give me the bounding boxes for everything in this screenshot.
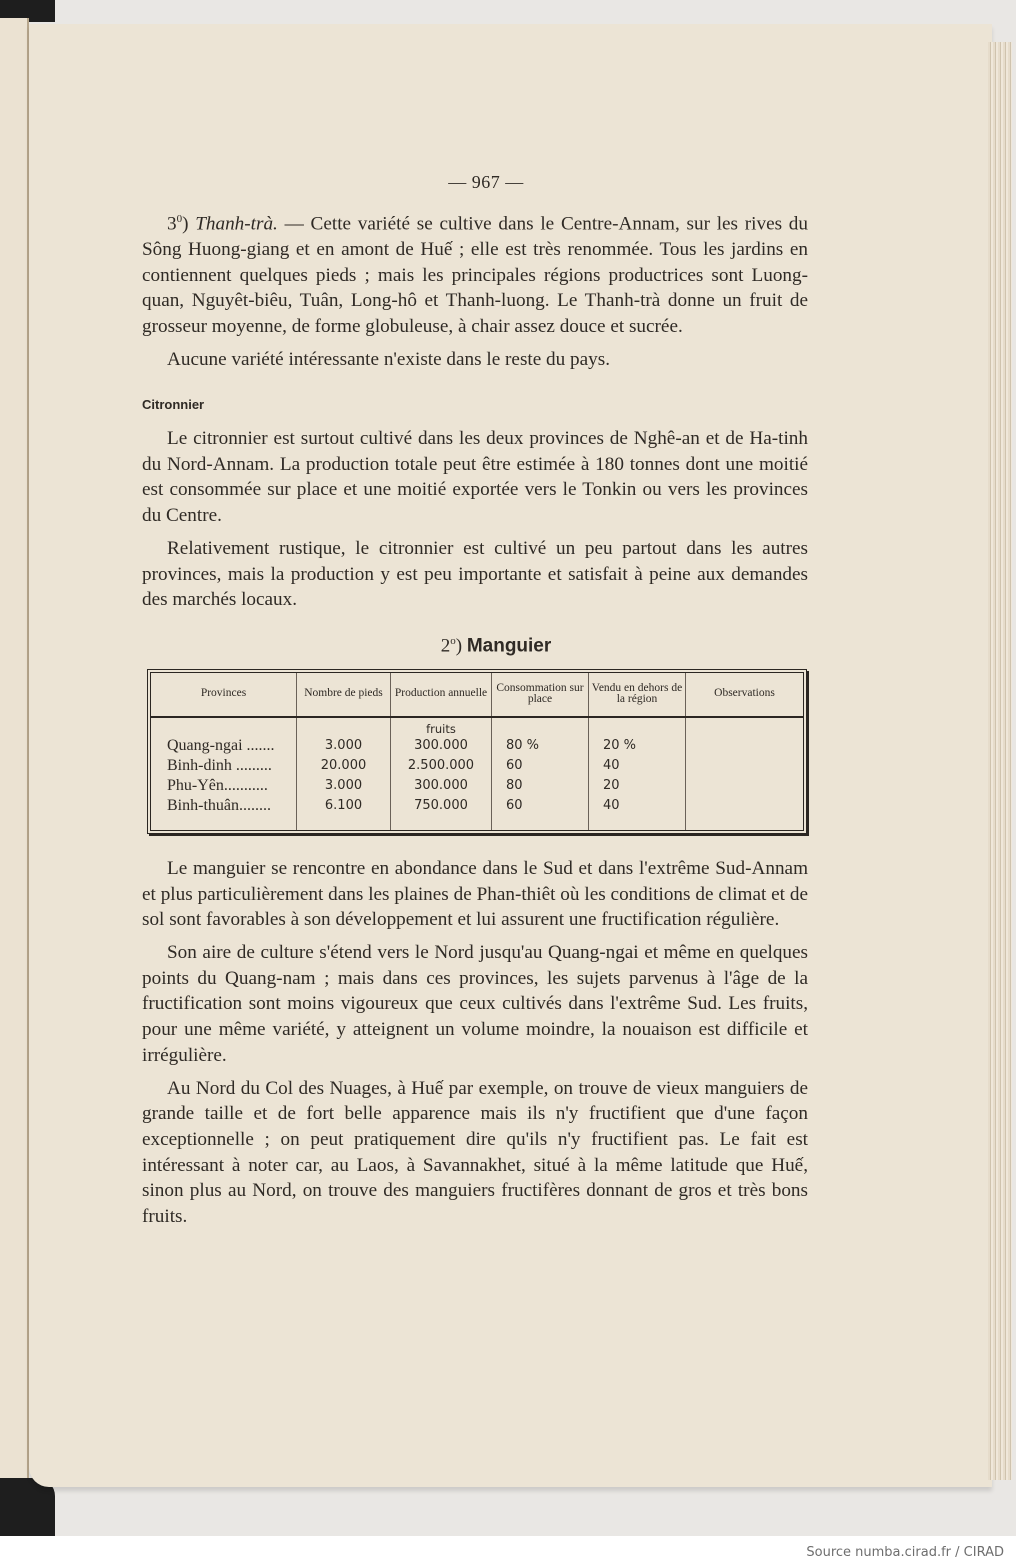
pieds-cell: 20.000	[297, 756, 391, 776]
production-cell: 750.000	[391, 796, 492, 816]
empty-cell	[297, 816, 391, 830]
empty-cell	[686, 717, 804, 736]
observations-cell	[686, 736, 804, 756]
table-row	[151, 776, 803, 796]
citronnier-paragraph: Relativement rustique, le citronnier est cultivé un peu partout dans les autres provinces, mais la production y est peu importante et satisfait à peine aux demandes des marchés locaux.	[142, 537, 808, 611]
item-number-sup: 0	[176, 212, 183, 225]
vendu-cell: 20	[589, 776, 686, 796]
province-cell: Binh-dinh .........	[151, 756, 297, 776]
consommation-cell: 60	[492, 796, 589, 816]
header-provinces: Provinces	[151, 673, 297, 717]
manguier-table-frame	[147, 669, 807, 834]
province-cell: Quang-ngai .......	[151, 736, 297, 756]
production-cell: 300.000	[391, 776, 492, 796]
header-observations: Observations	[686, 673, 804, 717]
observations-cell	[686, 776, 804, 796]
section-number: 2	[440, 635, 451, 657]
production-cell: 300.000	[391, 736, 492, 756]
closing-paragraph: Aucune variété intéressante n'existe dans le reste du pays.	[167, 348, 611, 370]
thanh-tra-text: — Cette variété se cultive dans le Centre-Annam, sur les rives du Sông Huong-giang et en amont de Huế ; elle est très renommée. Tous les jardins en contiennent quelques pieds ; mais les principales régions productrices sont Luong-quan, Nguyêt-biêu, Tuân, Long-hô et Thanh-luong. Le Thanh-trà donne un fruit de grosseur moyenne, de forme globuleuse, à chair assez douce et sucrée.	[142, 213, 808, 337]
manguier-paragraph: Au Nord du Col des Nuages, à Huế par exemple, on trouve de vieux manguiers de grande taille et de fort belle apparence mais ils n'y fructifient que d'une façon exceptionnelle ; on peut pratiquement dire qu'ils n'y fructifient pas. Le fait est intéressant à noter car, au Laos, à Savannakhet, situé à la même latitude que Huế, sinon plus au Nord, on trouve des manguiers fructifères donnant de gros et très bons fruits.	[142, 1077, 808, 1228]
production-cell: 2.500.000	[391, 756, 492, 776]
empty-cell	[151, 816, 297, 830]
province-cell: Phu-Yên...........	[151, 776, 297, 796]
section-title-word: Manguier	[466, 635, 552, 657]
table-row	[151, 756, 803, 776]
source-credit: Source numba.cirad.fr / CIRAD	[806, 1545, 1004, 1560]
consommation-cell: 80 %	[492, 736, 589, 756]
empty-cell	[391, 816, 492, 830]
province-cell: Binh-thuân........	[151, 796, 297, 816]
manguier-paragraph: Son aire de culture s'étend vers le Nord jusqu'au Quang-ngai et même en quelques points du Quang-nam ; mais dans ces provinces, les sujets parvenus à l'âge de la fructification sont moins vigoureux que ceux cultivés dans l'extrême Sud. Les fruits, pour une même variété, y atteignent un volume moindre, la nouaison est difficile et irrégulière.	[142, 942, 808, 1066]
page-content	[142, 170, 808, 1237]
empty-cell	[492, 717, 589, 736]
thanh-tra-paragraph	[142, 207, 808, 340]
citronnier-heading: Citronnier	[142, 397, 205, 413]
facing-page-edge	[0, 18, 29, 1480]
page-number: — 967 —	[448, 172, 524, 192]
empty-cell	[492, 816, 589, 830]
table-header-row	[151, 673, 803, 717]
header-consommation: Consommation sur place	[492, 673, 589, 717]
unit-row	[151, 717, 803, 736]
header-production-annuelle: Production annuelle	[391, 673, 492, 717]
pieds-cell: 6.100	[297, 796, 391, 816]
item-number: 3	[167, 213, 177, 235]
manguier-paragraph: Le manguier se rencontre en abondance dans le Sud et dans l'extrême Sud-Annam et plus particulièrement dans les plaines de Phan-thiêt où les conditions de climat et de sol sont favorables à son développement et lui assurent une fructification régulière.	[142, 857, 808, 931]
header-vendu: Vendu en dehors de la région	[589, 673, 686, 717]
vendu-cell: 20 %	[589, 736, 686, 756]
empty-cell	[686, 816, 804, 830]
table-spacer-row	[151, 816, 803, 830]
consommation-cell: 80	[492, 776, 589, 796]
observations-cell	[686, 756, 804, 776]
item-number-suffix: )	[182, 213, 196, 235]
manguier-title	[184, 629, 808, 659]
vendu-cell: 40	[589, 756, 686, 776]
vendu-cell: 40	[589, 796, 686, 816]
citronnier-paragraph: Le citronnier est surtout cultivé dans les deux provinces de Nghê-an et de Ha-tinh du Nord-Annam. La production totale peut être estimée à 180 tonnes dont une moitié est consommée sur place et une moitié exportée vers le Tonkin ou vers les provinces du Centre.	[142, 428, 808, 527]
spacer	[142, 834, 808, 856]
empty-cell	[297, 717, 391, 736]
page-stack-edges	[988, 42, 1012, 1480]
table-row	[151, 796, 803, 816]
table-row	[151, 736, 803, 756]
consommation-cell: 60	[492, 756, 589, 776]
pieds-cell: 3.000	[297, 776, 391, 796]
unit-label: fruits	[391, 717, 492, 736]
section-number-suffix: )	[455, 635, 467, 657]
variety-name: Thanh-trà.	[195, 213, 278, 235]
empty-cell	[589, 816, 686, 830]
header-nombre-de-pieds: Nombre de pieds	[297, 673, 391, 717]
pieds-cell: 3.000	[297, 736, 391, 756]
empty-cell	[151, 717, 297, 736]
section-number-sup: o	[450, 634, 456, 647]
manguier-table	[151, 673, 803, 830]
empty-cell	[589, 717, 686, 736]
observations-cell	[686, 796, 804, 816]
